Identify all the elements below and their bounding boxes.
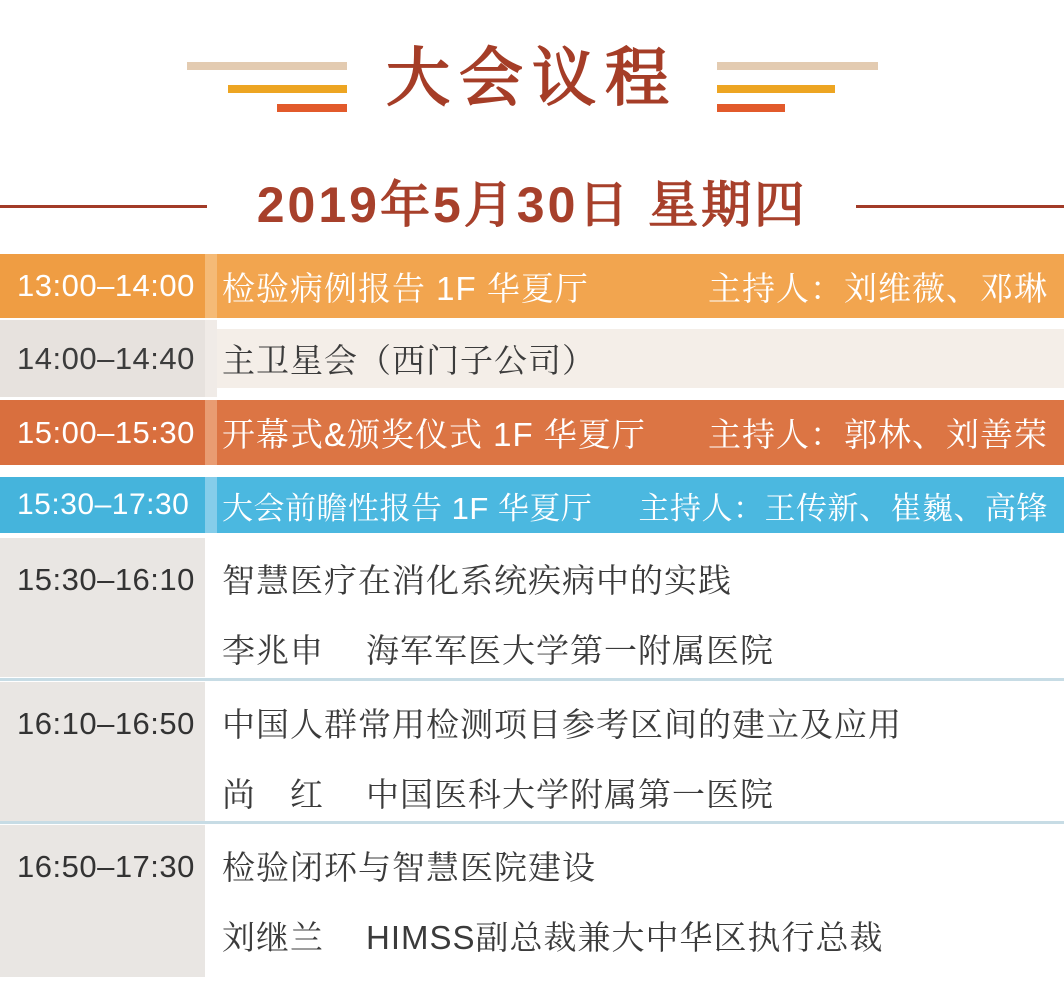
row-content [217, 400, 1064, 465]
schedule-row-plenary [0, 477, 1064, 533]
schedule-row-plenary [0, 400, 1064, 465]
time-label: 15:30–16:10 [0, 538, 205, 677]
schedule-row-session [0, 538, 1064, 677]
cell-gap [205, 400, 217, 465]
cell-gap [205, 477, 217, 533]
speaker-affiliation: HIMSS副总裁兼大中华区执行总裁 [366, 919, 884, 956]
time-label: 13:00–14:00 [0, 254, 205, 318]
session-content [205, 825, 1064, 977]
speaker-affiliation: 中国医科大学附属第一医院 [366, 776, 774, 813]
session-title: 检验闭环与智慧医院建设 [222, 849, 596, 886]
time-label: 15:30–17:30 [0, 477, 205, 533]
speaker-line [222, 630, 1064, 672]
hosts-label: 主持人：郭林、刘善荣 [708, 416, 1048, 453]
speaker-name: 尚 红 [222, 776, 324, 813]
row-content [217, 329, 1064, 388]
decor-line-right-beige [717, 62, 878, 70]
decor-line-right-gold [717, 85, 835, 93]
time-label: 14:00–14:40 [0, 320, 205, 397]
row-divider [0, 678, 1064, 681]
session-content [205, 682, 1064, 821]
hosts-label: 主持人：刘维薇、邓琳 [708, 269, 1048, 307]
cell-gap [205, 254, 217, 318]
row-content [217, 477, 1064, 533]
session-title: 检验病例报告 1F 华夏厅 [222, 269, 589, 307]
speaker-name: 李兆申 [222, 632, 324, 669]
date-text: 2019年5月30日 星期四 [256, 177, 808, 233]
page-title: 大会议程 [386, 42, 678, 114]
session-title: 中国人群常用检测项目参考区间的建立及应用 [222, 706, 902, 743]
schedule-row-session [0, 825, 1064, 977]
row-divider [0, 821, 1064, 824]
session-title: 主卫星会（西门子公司） [222, 342, 596, 379]
speaker-affiliation: 海军军医大学第一附属医院 [366, 632, 774, 669]
row-content [217, 254, 1064, 318]
speaker-line [222, 917, 1064, 959]
speaker-name: 刘继兰 [222, 919, 324, 956]
session-title: 智慧医疗在消化系统疾病中的实践 [222, 562, 732, 599]
time-label: 16:10–16:50 [0, 682, 205, 821]
session-title: 大会前瞻性报告 1F 华夏厅 [222, 490, 593, 526]
schedule-row-plenary [0, 320, 1064, 397]
cell-gap [205, 320, 217, 397]
date-rule-right [856, 205, 1064, 208]
time-label: 16:50–17:30 [0, 825, 205, 977]
schedule-row-plenary [0, 254, 1064, 318]
hosts-label: 主持人：王传新、崔巍、高锋 [638, 490, 1048, 526]
session-title: 开幕式&颁奖仪式 1F 华夏厅 [222, 416, 646, 453]
schedule-row-session [0, 682, 1064, 821]
time-label: 15:00–15:30 [0, 400, 205, 465]
session-content [205, 538, 1064, 677]
speaker-line [222, 774, 1064, 816]
decor-line-right-orange [717, 104, 785, 112]
date-banner [0, 170, 1064, 250]
